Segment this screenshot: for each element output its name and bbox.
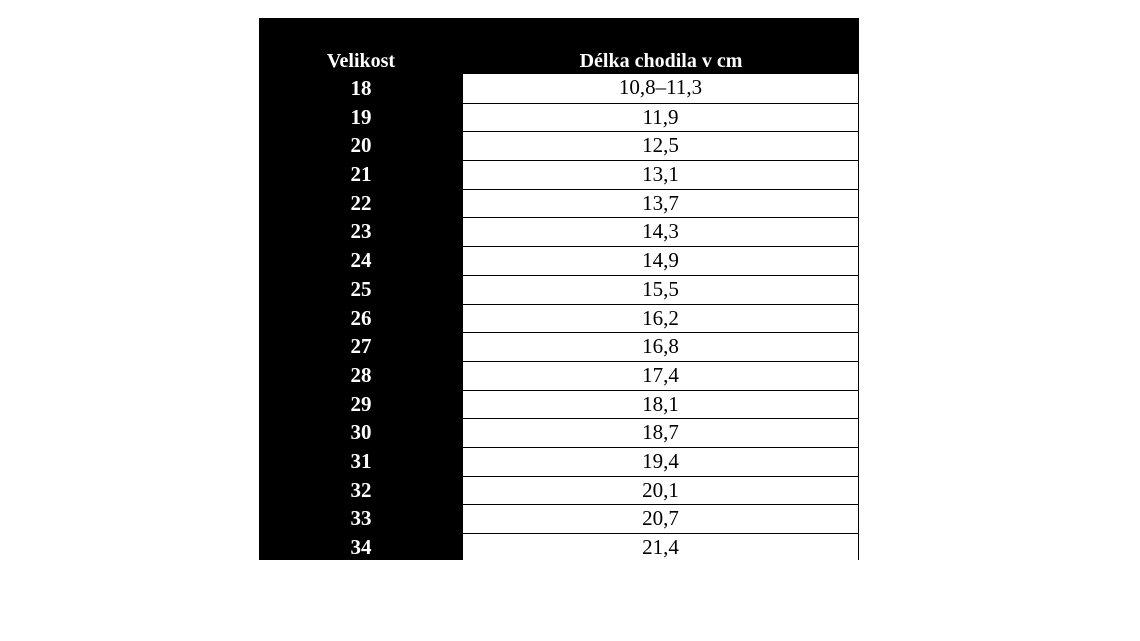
cell-length: 13,7 <box>463 189 858 218</box>
table-row <box>259 332 859 361</box>
cell-length: 20,7 <box>463 504 858 533</box>
table-row <box>259 74 859 103</box>
table-row <box>259 131 859 160</box>
cell-length: 10,8–11,3 <box>463 74 858 103</box>
table-row <box>259 533 859 562</box>
cell-size: 22 <box>350 190 372 215</box>
cell-length: 20,1 <box>463 476 858 505</box>
cell-length: 18,7 <box>463 418 858 447</box>
size-table <box>259 18 859 560</box>
table-row <box>259 160 859 189</box>
cell-size: 33 <box>350 506 372 531</box>
cell-size: 27 <box>350 334 372 359</box>
table-row <box>259 361 859 390</box>
cell-length: 13,1 <box>463 160 858 189</box>
table-row <box>259 418 859 447</box>
cell-size: 32 <box>350 477 372 502</box>
cell-size: 28 <box>350 362 372 387</box>
cell-size: 20 <box>350 133 372 158</box>
table-row <box>259 390 859 419</box>
cell-length: 14,3 <box>463 217 858 246</box>
table-row <box>259 217 859 246</box>
cell-size: 18 <box>350 76 372 100</box>
cell-size: 23 <box>350 219 372 244</box>
table-row <box>259 304 859 333</box>
header-size: Velikost <box>326 50 396 72</box>
cell-size: 34 <box>350 535 372 559</box>
cell-size: 31 <box>350 448 372 473</box>
cell-size: 21 <box>350 162 372 187</box>
cell-length: 16,8 <box>463 332 858 361</box>
cell-size: 24 <box>350 248 372 273</box>
table-row <box>259 476 859 505</box>
cell-length: 19,4 <box>463 447 858 476</box>
header-length: Délka chodila v cm <box>579 50 743 72</box>
table-row <box>259 504 859 533</box>
table-row <box>259 189 859 218</box>
cell-size: 26 <box>350 305 372 330</box>
table-header <box>259 18 859 74</box>
cell-length: 15,5 <box>463 275 858 304</box>
table-row <box>259 246 859 275</box>
table-row <box>259 103 859 132</box>
table-body <box>259 74 859 562</box>
table-row <box>259 275 859 304</box>
cell-size: 19 <box>350 104 372 129</box>
cell-length: 16,2 <box>463 304 858 333</box>
cell-size: 29 <box>350 391 372 416</box>
cell-length: 14,9 <box>463 246 858 275</box>
cell-size: 25 <box>350 276 372 301</box>
cell-length: 21,4 <box>463 533 858 562</box>
cell-length: 17,4 <box>463 361 858 390</box>
table-row <box>259 447 859 476</box>
cell-length: 12,5 <box>463 131 858 160</box>
cell-size: 30 <box>350 420 372 445</box>
cell-length: 18,1 <box>463 390 858 419</box>
cell-length: 11,9 <box>463 103 858 132</box>
